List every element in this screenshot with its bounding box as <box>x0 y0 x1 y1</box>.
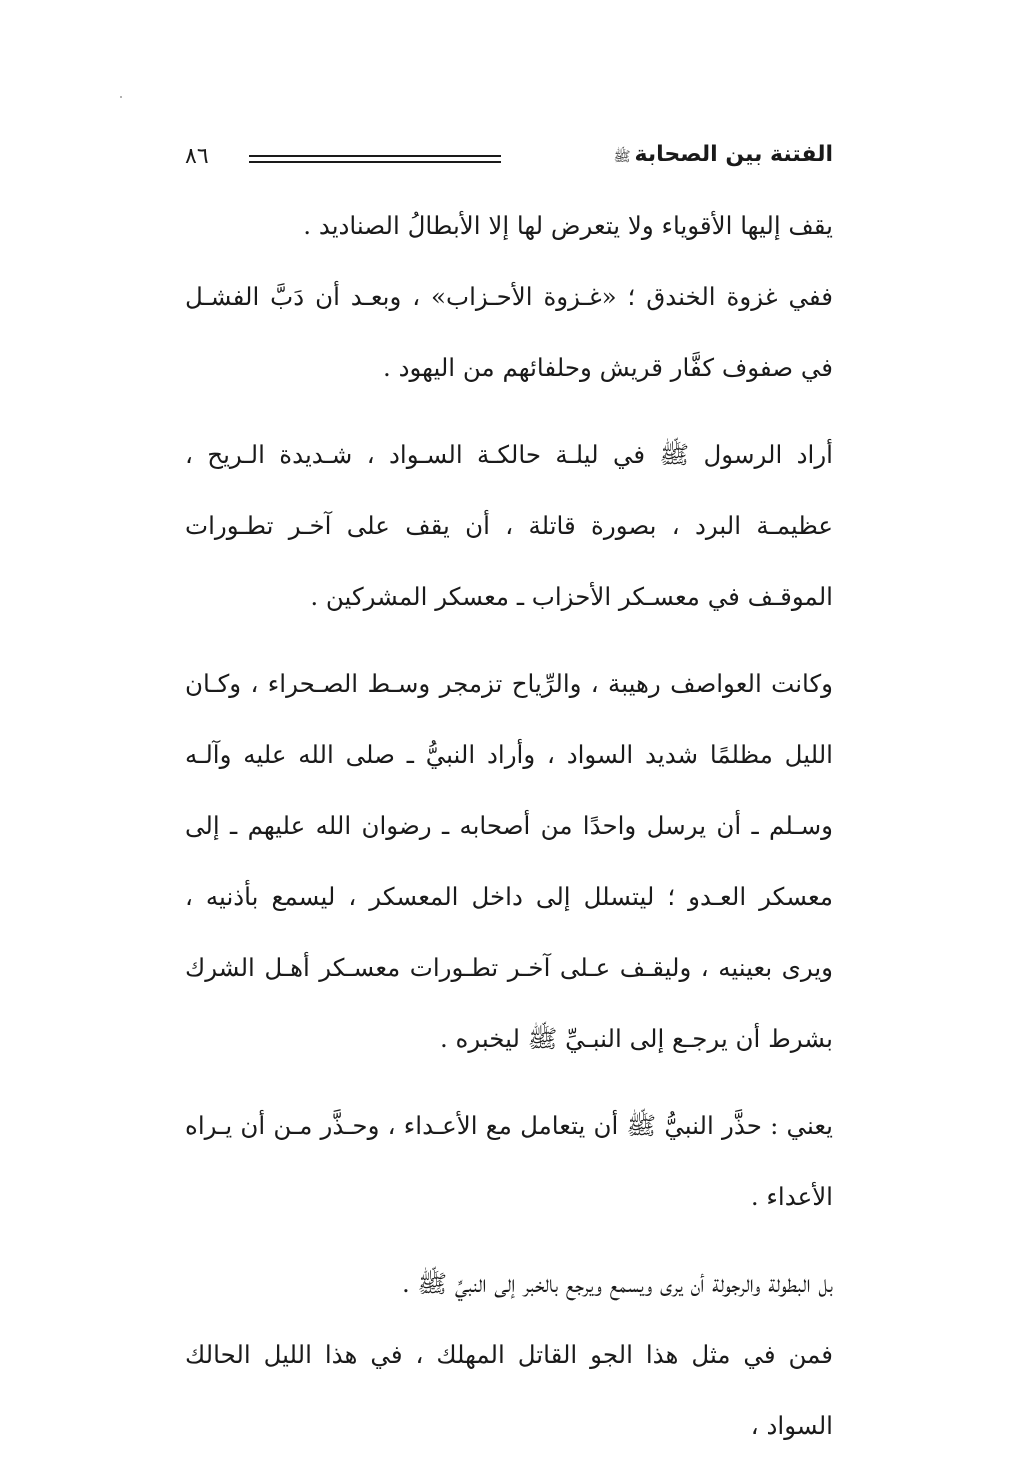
paragraph: فمن في مثل هذا الجو القاتل المهلك ، في هذا الليل الحالك السواد ، <box>185 1340 833 1440</box>
paragraph: وكانت العواصف رهيبة ، والرِّياح تزمجر وسـط الصـحراء ، وكـان الليل مظلمًا شديد السواد ، وأراد النبيُّ ـ صلى الله عليه وآلـه وسـلم ـ أن يرسل واحدًا من أصحابه ـ رضوان الله عليهم ـ إلى معسكر العـدو ؛ ليتسلل إلى داخل المعسكر ، ليسمع بأذنيه ، ويرى بعينيه ، وليقـف عـلى آخـر تطـورات معسـكر أهـل الشرك بشرط أن يرجـع إلى النبـيِّ ﷺ ليخبره . <box>185 669 833 1053</box>
running-title-text: الفتنة بين الصحابة <box>634 142 833 167</box>
paragraph: أراد الرسول ﷺ في ليلـة حالكـة السـواد ، شـديدة الـريح ، عظيمـة البرد ، بصورة قاتلة ، أن يقف على آخـر تطـورات الموقـف في معسـكر الأحزاب ـ معسكر المشركين . <box>185 440 833 611</box>
scan-speck <box>120 96 122 98</box>
header-rule <box>249 155 501 163</box>
body-text <box>185 190 833 1461</box>
paragraph: ففي غزوة الخندق ؛ «غـزوة الأحـزاب» ، وبعـد أن دَبَّ الفشـل في صفوف كفَّار قريش وحلفائهم من اليهود . <box>185 282 833 382</box>
paragraph: يقف إليها الأقوياء ولا يتعرض لها إلا الأبطالُ الصناديد . <box>303 211 833 240</box>
paragraph: بل البطولة والرجولة أن يرى ويسمع ويرجع بالخبر إلى النبيِّ ﷺ . <box>401 1269 833 1298</box>
page-header <box>185 142 833 178</box>
running-title <box>614 142 833 168</box>
paragraph: يعني : حذَّر النبيُّ ﷺ أن يتعامل مع الأعـداء ، وحـذَّر مـن أن يـراه الأعداء . <box>185 1111 833 1211</box>
page-number: ٨٦ <box>185 144 209 169</box>
honorific-symbol: ﷺ <box>613 149 631 165</box>
